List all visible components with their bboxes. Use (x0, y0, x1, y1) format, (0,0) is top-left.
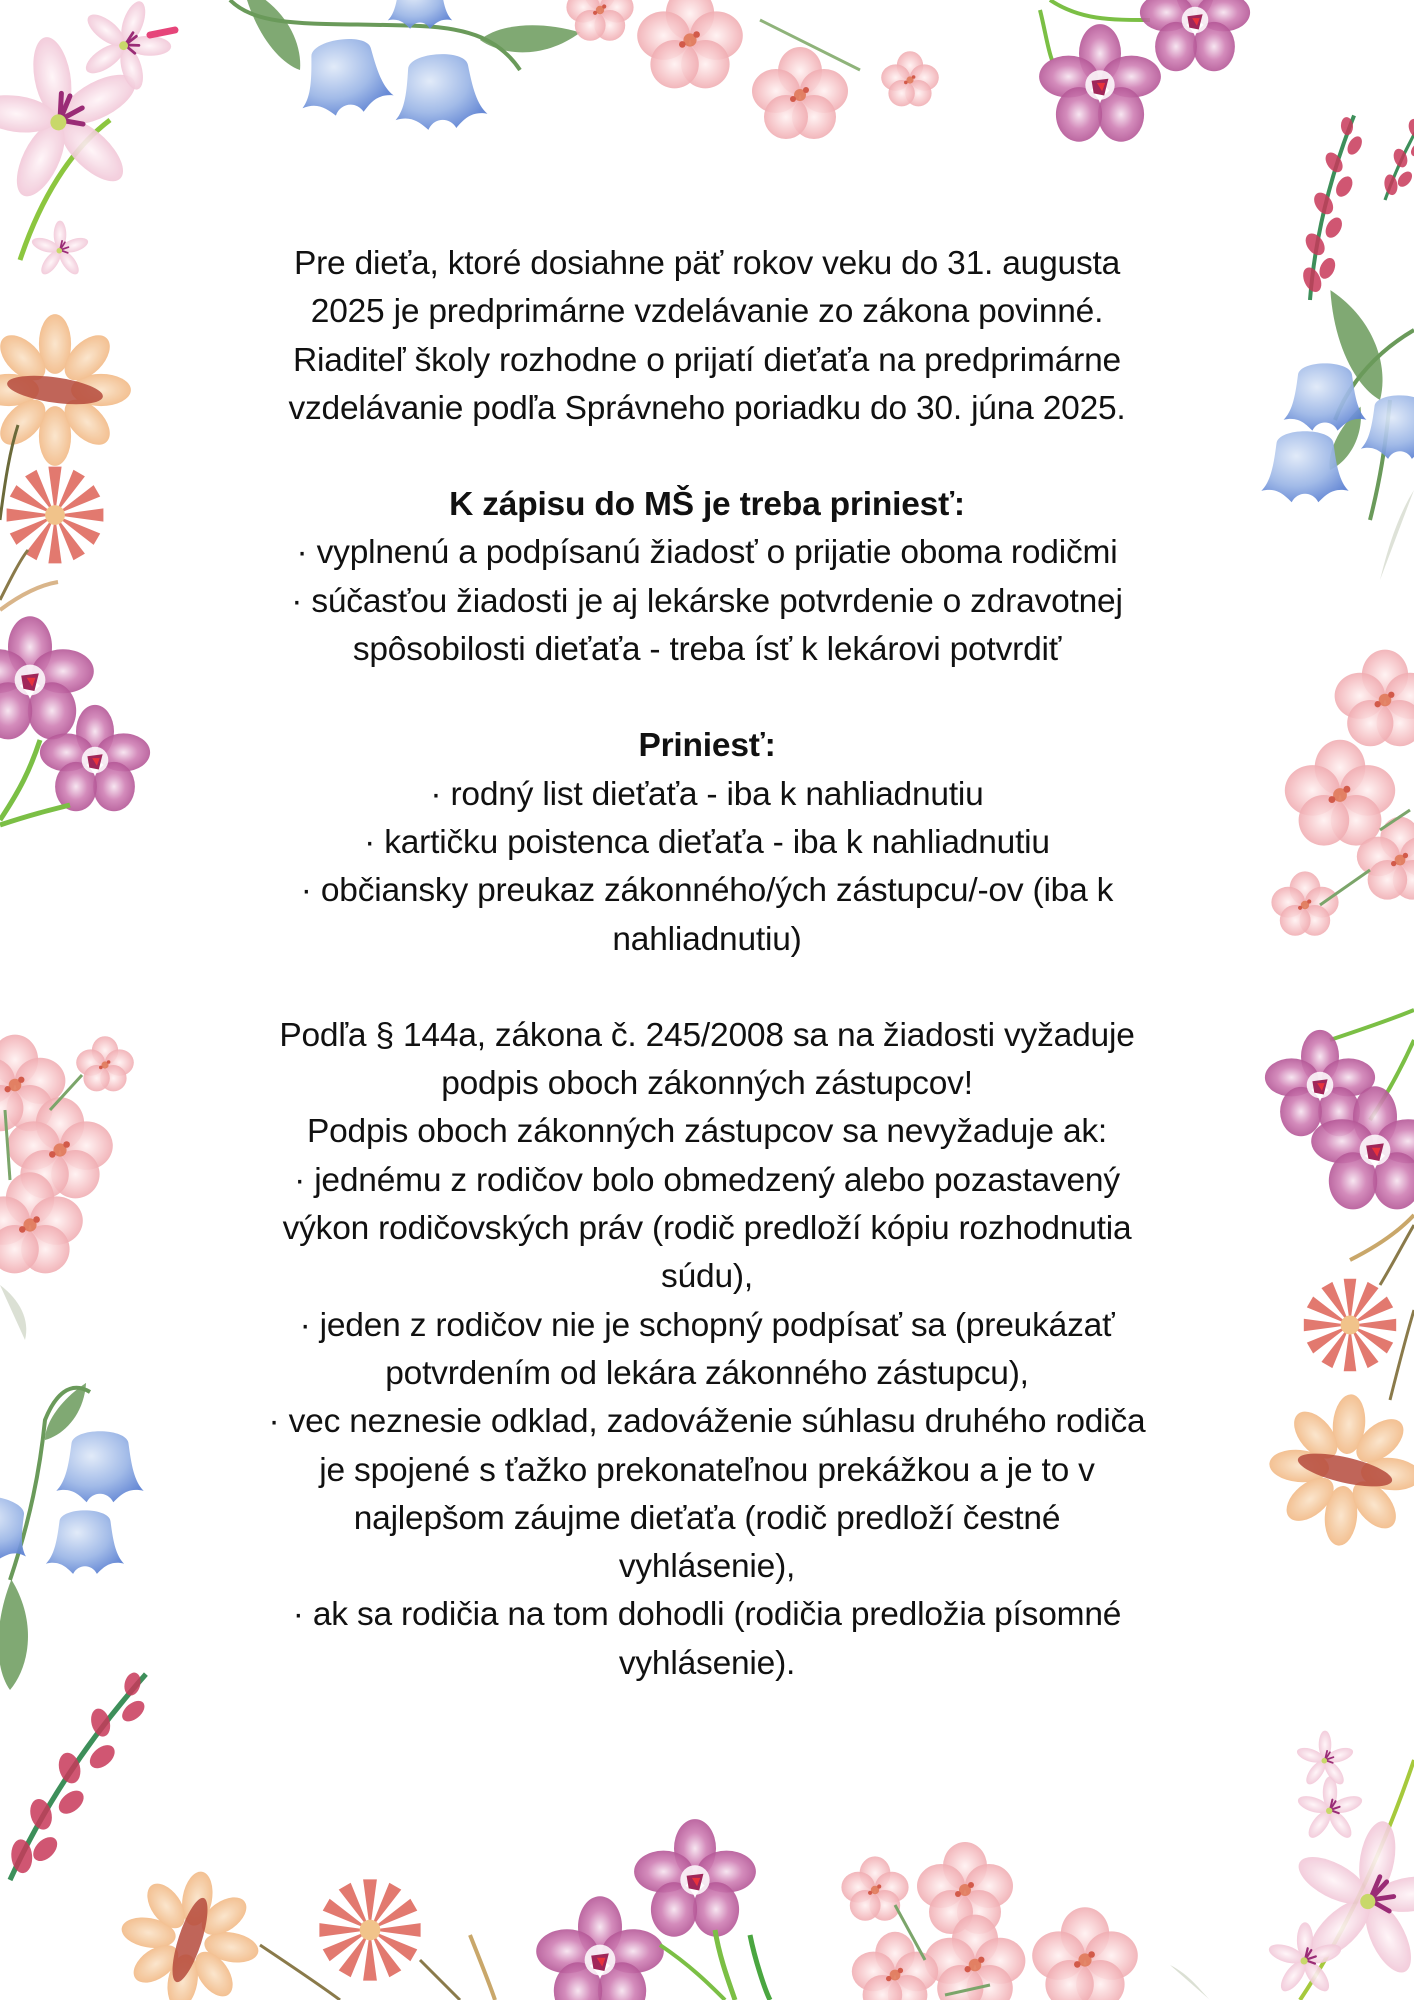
intro-paragraph (200, 240, 1214, 433)
exception-item-urgent-matter-cont: najlepšom záujme dieťaťa (rodič predloží čestné (353, 1499, 1061, 1537)
exception-item-urgent-matter-cont: vyhlásenie), (618, 1548, 796, 1586)
bring-item-birth-certificate: · rodný list dieťaťa - iba k nahliadnutiu (430, 775, 984, 813)
exception-intro: Podpis oboch zákonných zástupcov sa nevyžaduje ak: (306, 1113, 1108, 1151)
spacer (200, 433, 1214, 481)
bring-heading: Priniesť: (638, 727, 776, 765)
top-left-lily (0, 0, 185, 277)
enrollment-item-application: · vyplnenú a podpísanú žiadosť o prijatie oboma rodičmi (296, 534, 1118, 572)
bring-section (200, 722, 1214, 963)
exception-item-urgent-matter: · vec neznesie odklad, zadováženie súhlasu druhého rodiča (268, 1403, 1146, 1441)
spacer (200, 964, 1214, 1012)
bring-item-id-card-cont: nahliadnutiu) (612, 920, 802, 958)
intro-line: vzdelávanie podľa Správneho poriadku do 30. júna 2025. (288, 389, 1126, 427)
intro-line: 2025 je predprimárne vzdelávanie zo zákona povinné. (310, 293, 1104, 331)
intro-line: Pre dieťa, ktoré dosiahne päť rokov veku do 31. augusta (293, 245, 1121, 282)
exception-item-restricted-rights-cont: súdu), (661, 1258, 753, 1296)
exception-item-unable-to-sign-cont: potvrdením od lekára zákonného zástupcu), (385, 1354, 1029, 1392)
top-pink-blossoms (566, 0, 938, 139)
exception-item-restricted-rights: · jednému z rodičov bolo obmedzený alebo pozastavený (294, 1161, 1120, 1199)
exception-item-parents-agreed-cont: vyhlásenie). (618, 1644, 796, 1682)
exception-item-restricted-rights-cont: výkon rodičovských práv (rodič predloží kópiu rozhodnutia (282, 1210, 1132, 1248)
legal-statement: Podľa § 144a, zákona č. 245/2008 sa na žiadosti vyžaduje (279, 1016, 1135, 1054)
top-right-orchids (1039, 0, 1250, 142)
top-bellflowers (230, 0, 582, 132)
bring-item-insurance-card: · kartičku poistenca dieťaťa - iba k nahliadnutiu (364, 823, 1050, 861)
bring-item-id-card: · občiansky preukaz zákonného/ých zástupcu/-ov (iba k (300, 872, 1114, 910)
enrollment-item-medical-cont: spôsobilosti dieťaťa - treba ísť k lekárovi potvrdiť (352, 631, 1062, 669)
exception-item-urgent-matter-cont: je spojené s ťažko prekonateľnou prekážkou a je to v (319, 1451, 1095, 1489)
exception-item-parents-agreed: · ak sa rodičia na tom dohodli (rodičia predložia písomné (292, 1596, 1122, 1634)
document-body (200, 240, 1214, 1688)
intro-line: Riaditeľ školy rozhodne o prijatí dieťaťa na predprimárne (293, 341, 1121, 379)
enrollment-item-medical: · súčasťou žiadosti je aj lekárske potvrdenie o zdravotnej (291, 582, 1123, 620)
enrollment-section (200, 481, 1214, 674)
legal-statement-cont: podpis oboch zákonných zástupcov! (441, 1065, 973, 1103)
spacer (200, 674, 1214, 722)
legal-section (200, 1012, 1214, 1688)
enrollment-heading: K zápisu do MŠ je treba priniesť: (449, 486, 965, 524)
exception-item-unable-to-sign: · jeden z rodičov nie je schopný podpísať sa (preukázať (299, 1306, 1115, 1344)
